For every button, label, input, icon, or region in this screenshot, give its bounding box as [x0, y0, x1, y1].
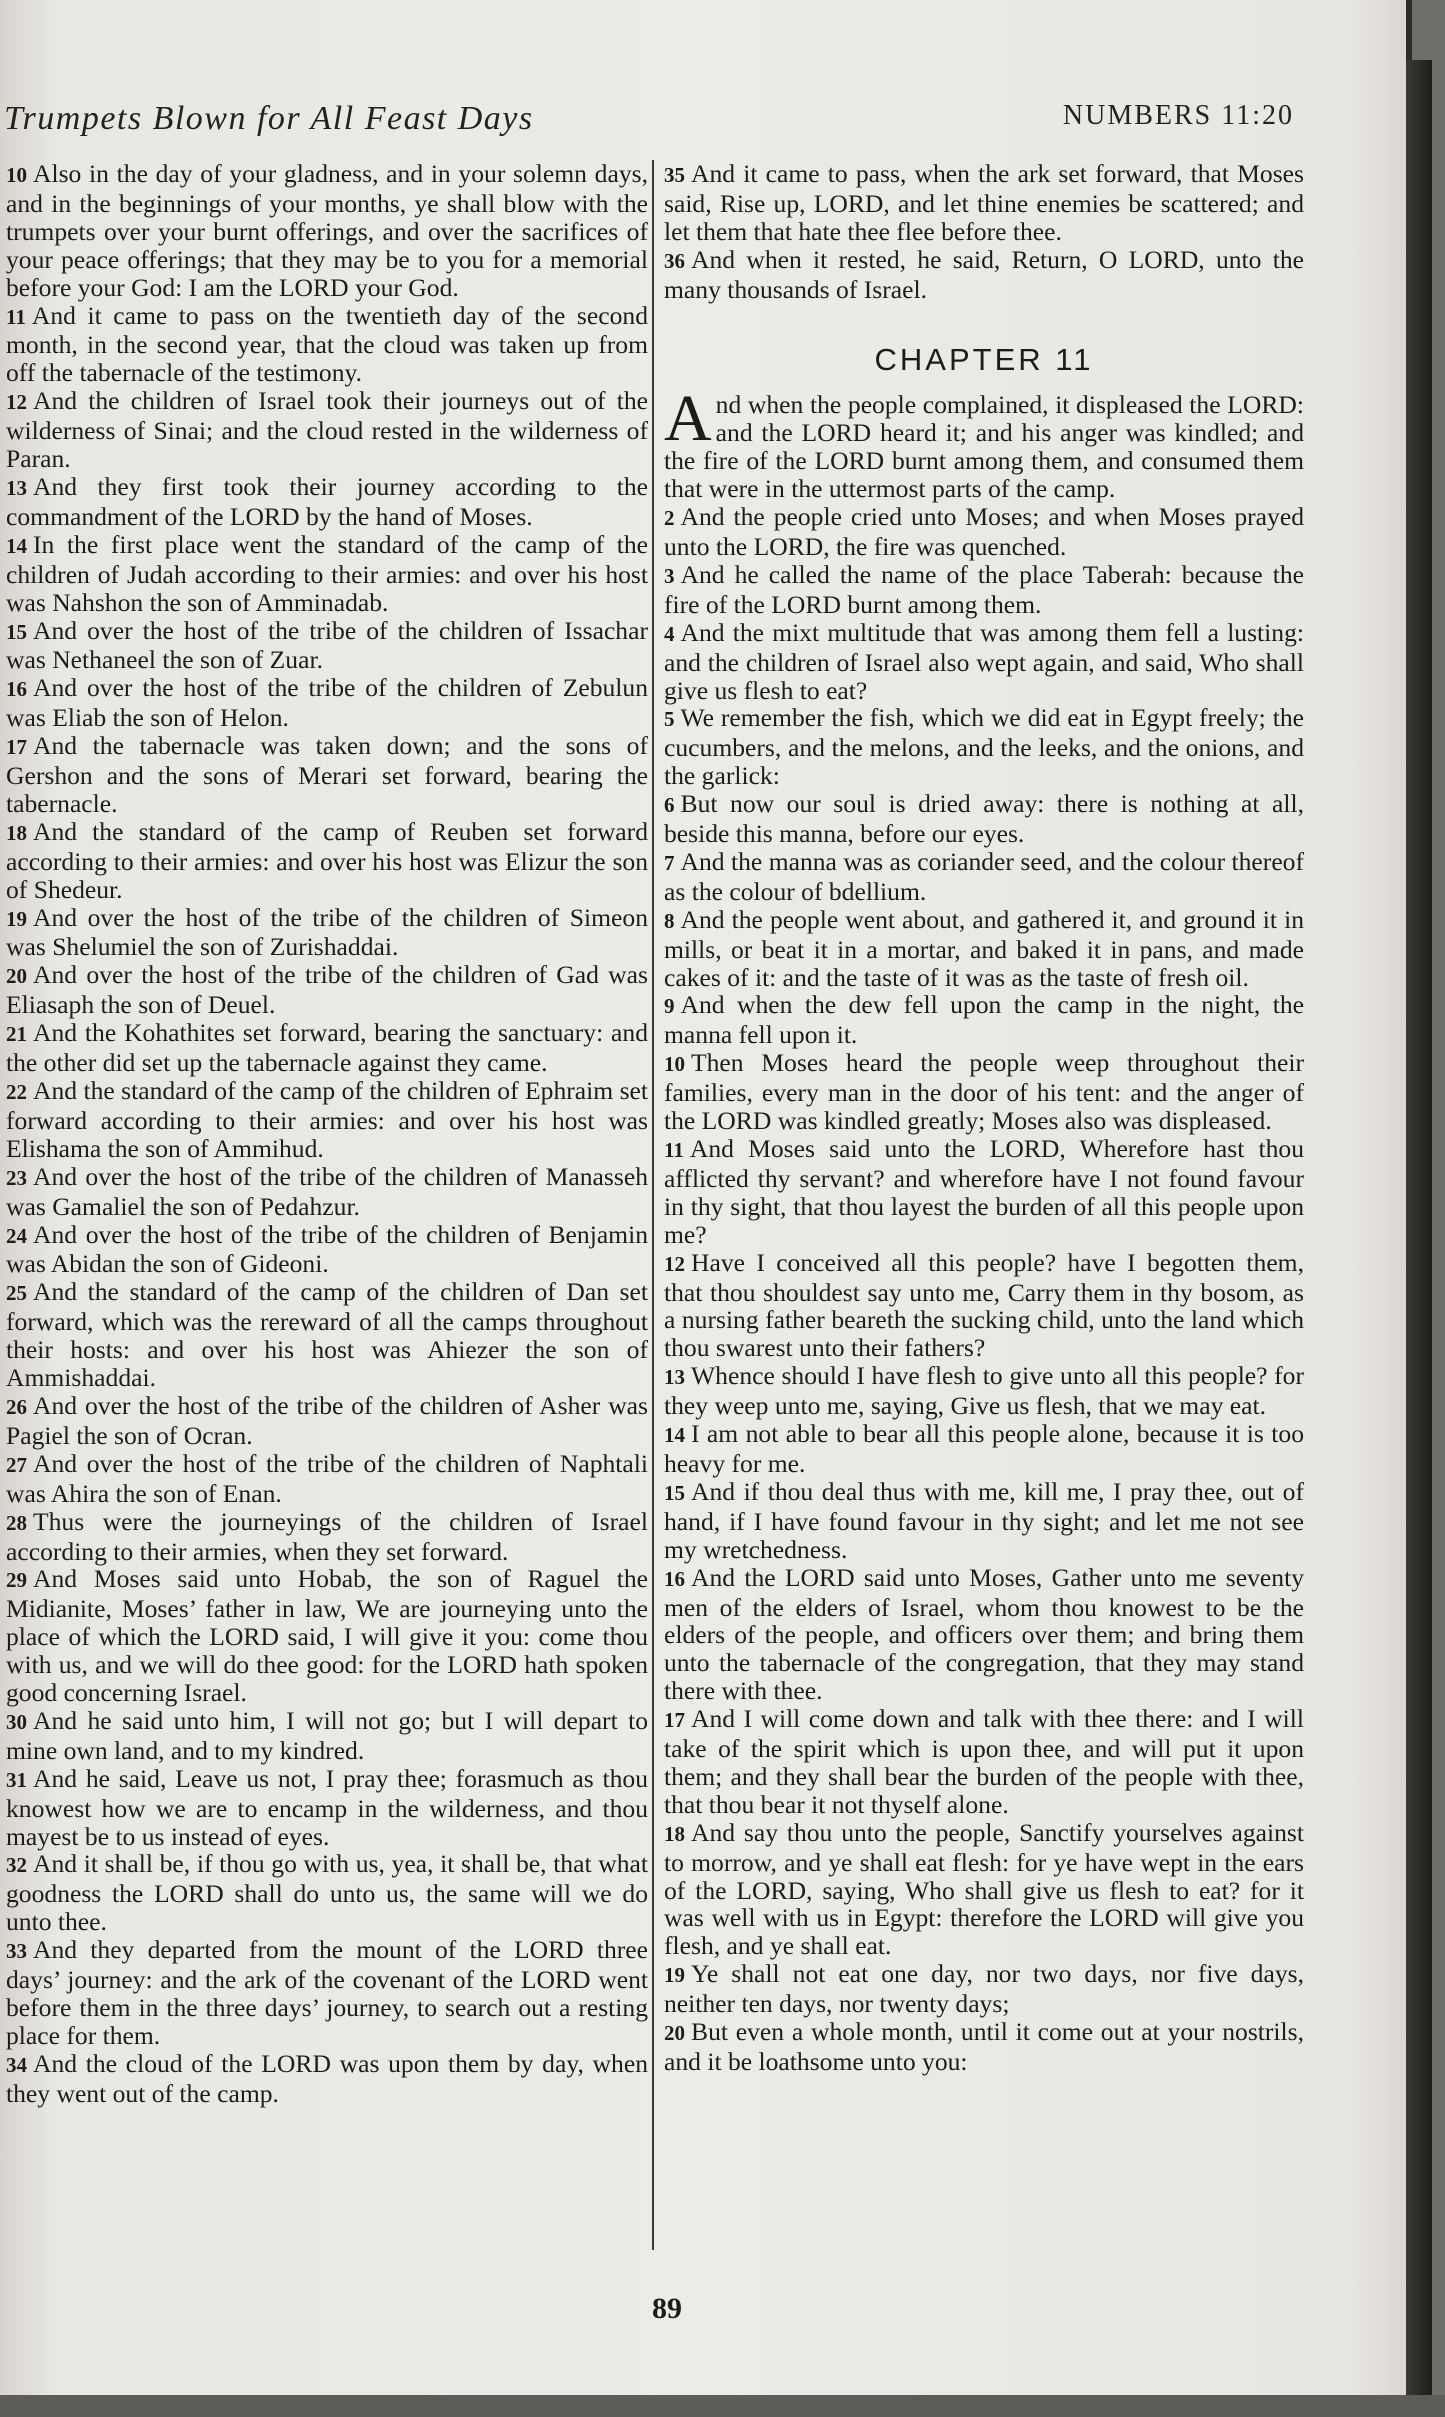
verse-number: 7 — [664, 850, 675, 875]
verse — [664, 561, 1304, 619]
verse-text: And he said unto him, I will not go; but I will depart to mine own land, and to my kindred. — [6, 1705, 648, 1765]
verse — [664, 619, 1304, 705]
verse — [6, 1936, 648, 2050]
verse-text: Thus were the journeyings of the children of Israel according to their armies, when they set forward. — [6, 1506, 648, 1566]
verse-text: And if thou deal thus with me, kill me, I pray thee, out of hand, if I have found favour in thy sight; and let me not see my wretchedness. — [664, 1476, 1304, 1564]
verse-text: And the mixt multitude that was among them fell a lusting: and the children of Israel also wept again, and said, Who shall give us flesh to eat? — [664, 617, 1304, 705]
section-heading: Trumpets Blown for All Feast Days — [4, 100, 534, 137]
verse-text: And they first took their journey according to the commandment of the LORD by the hand of Moses. — [6, 471, 648, 531]
verse-text: And over the host of the tribe of the children of Manasseh was Gamaliel the son of Pedahzur. — [6, 1161, 648, 1221]
verse-number: 18 — [664, 1821, 685, 1846]
verse-number: 11 — [6, 304, 26, 329]
verse-text: And it came to pass on the twentieth day of the second month, in the second year, that the cloud was taken up from off the tabernacle of the testimony. — [6, 300, 648, 388]
verse — [6, 1163, 648, 1221]
verse — [664, 906, 1304, 992]
verse — [6, 1450, 648, 1508]
verse — [6, 961, 648, 1019]
verse-text: And over the host of the tribe of the children of Gad was Eliasaph the son of Deuel. — [6, 960, 648, 1020]
verse-text: And Moses said unto the LORD, Wherefore hast thou afflicted thy servant? and wherefore have I not found favour in thy sight, that thou layest the burden of all this people upon me? — [664, 1134, 1304, 1249]
verse-number: 34 — [6, 2052, 27, 2077]
running-reference: NUMBERS 11:20 — [1062, 100, 1294, 131]
verse — [664, 1420, 1304, 1478]
verse-text: Also in the day of your gladness, and in your solemn days, and in the beginnings of your months, ye shall blow with the trumpets over your burnt offerings, and over the sacrifices of your peace offerings; that they may be to you for a memorial before your God: I am the LORD your God. — [6, 159, 648, 302]
verse-number: 20 — [6, 964, 27, 989]
verse-number: 5 — [664, 707, 675, 732]
verse-text: And over the host of the tribe of the children of Simeon was Shelumiel the son of Zurishaddai. — [6, 902, 648, 962]
verse-number: 13 — [664, 1365, 685, 1390]
verse — [6, 302, 648, 388]
verse-text: And the standard of the camp of Reuben set forward according to their armies: and over his host was Elizur the son of Shedeur. — [6, 816, 648, 904]
page-number: 89 — [652, 2292, 682, 2325]
verse-number: 4 — [664, 621, 675, 646]
verse-text: And the tabernacle was taken down; and the sons of Gershon and the sons of Merari set forward, bearing the tabernacle. — [6, 731, 648, 818]
verse-text: We remember the fish, which we did eat in Egypt freely; the cucumbers, and the melons, and the leeks, and the onions, and the garlick: — [664, 703, 1304, 791]
verse — [664, 1819, 1304, 1961]
verse-number: 14 — [664, 1423, 685, 1448]
verse-text: And he said, Leave us not, I pray thee; forasmuch as thou knowest how we are to encamp in the wilderness, and thou mayest be to us instead of eyes. — [6, 1763, 648, 1851]
chapter-opening-verse — [664, 382, 1304, 504]
verse — [664, 1362, 1304, 1420]
verse — [6, 1765, 648, 1851]
verse — [664, 790, 1304, 848]
verse-number: 11 — [664, 1138, 684, 1162]
verse-number: 16 — [6, 677, 27, 702]
verse — [6, 674, 648, 732]
verse-text: And Moses said unto Hobab, the son of Raguel the Midianite, Moses’ father in law, We are journeying unto the place of which the LORD said, I will give it you: come thou with us, and we will do thee good: for the LORD hath spoken good concerning Israel. — [6, 1564, 648, 1708]
verse-number: 28 — [6, 1510, 27, 1535]
verse-text: And the cloud of the LORD was upon them by day, when they went out of the camp. — [6, 2048, 648, 2108]
verse — [6, 1019, 648, 1077]
left-column — [6, 160, 648, 2108]
verse-number: 12 — [664, 1251, 685, 1276]
verse — [6, 1392, 648, 1450]
verse — [664, 246, 1304, 304]
verse-number: 10 — [664, 1052, 685, 1077]
verse-number: 19 — [664, 1963, 685, 1988]
verse-number: 17 — [664, 1708, 685, 1733]
verse-text: And the LORD said unto Moses, Gather unto me seventy men of the elders of Israel, whom thou knowest to be the elders of the people, and officers over them; and bring them unto the tabernacle of the congregation, that they may stand there with thee. — [664, 1562, 1304, 1706]
verse-number: 21 — [6, 1022, 27, 1047]
verse-number: 6 — [664, 793, 675, 818]
verse-number: 31 — [6, 1767, 27, 1792]
verse-text: In the first place went the standard of the camp of the children of Judah according to their armies: and over his host was Nahshon the son of Amminadab. — [6, 529, 648, 617]
verse — [6, 1850, 648, 1936]
verse-text: But now our soul is dried away: there is nothing at all, beside this manna, before our eyes. — [664, 789, 1304, 849]
verse-text: But even a whole month, until it come out at your nostrils, and it be loathsome unto you: — [664, 2017, 1304, 2076]
verse-text: And over the host of the tribe of the children of Issachar was Nethaneel the son of Zuar. — [6, 615, 648, 675]
verse-text: And over the host of the tribe of the children of Benjamin was Abidan the son of Gideoni. — [6, 1219, 648, 1279]
verse-text: nd when the people complained, it displeased the LORD: and the LORD heard it; and his anger was kindled; and the fire of the LORD burnt among them, and consumed them that were in the uttermost parts of the camp. — [664, 390, 1304, 504]
verse — [6, 2050, 648, 2108]
verse — [664, 1705, 1304, 1819]
verse-number: 22 — [6, 1080, 27, 1104]
verse — [6, 531, 648, 617]
verse-number: 29 — [6, 1568, 27, 1593]
verse-number: 15 — [6, 619, 27, 644]
verse-text: And he called the name of the place Taberah: because the fire of the LORD burnt among them. — [664, 559, 1304, 619]
verse — [6, 617, 648, 675]
verse — [664, 1960, 1304, 2018]
verse-number: 15 — [664, 1480, 685, 1505]
verse-number: 24 — [6, 1223, 27, 1248]
verse-text: And the children of Israel took their journeys out of the wilderness of Sinai; and the cloud rested in the wilderness of Paran. — [6, 386, 648, 474]
verse — [6, 473, 648, 531]
verse-text: And when it rested, he said, Return, O LORD, unto the many thousands of Israel. — [664, 244, 1304, 304]
verse — [6, 904, 648, 962]
verse — [664, 704, 1304, 790]
background-edge — [0, 2395, 1445, 2417]
verse-text: And over the host of the tribe of the children of Zebulun was Eliab the son of Helon. — [6, 673, 648, 733]
verse-number: 23 — [6, 1165, 27, 1190]
verse — [664, 1249, 1304, 1363]
verse-number: 8 — [664, 908, 675, 933]
right-column — [664, 160, 1304, 2076]
verse-text: And it shall be, if thou go with us, yea, it shall be, that what goodness the LORD shall do unto us, the same will we do unto thee. — [6, 1849, 648, 1937]
verse — [6, 1707, 648, 1765]
verse-number: 30 — [6, 1709, 27, 1734]
verse-number: 17 — [6, 735, 27, 760]
verse — [664, 1564, 1304, 1706]
verse-text: And say thou unto the people, Sanctify yourselves against to morrow, and ye shall eat flesh: for ye have wept in the ears of the LORD, saying, Who shall give us flesh to eat? for it was well with us in Egypt: therefore the LORD will give you flesh, and ye shall eat. — [664, 1817, 1304, 1961]
verse — [6, 160, 648, 302]
verse-number: 33 — [6, 1939, 27, 1964]
verse — [664, 1049, 1304, 1135]
verse — [664, 2018, 1304, 2076]
verse-number: 32 — [6, 1853, 27, 1878]
verse-text: Ye shall not eat one day, nor two days, nor five days, neither ten days, nor twenty days; — [664, 1959, 1304, 2019]
verse-number: 36 — [664, 248, 685, 273]
column-divider — [652, 160, 654, 2250]
verse-text: Whence should I have flesh to give unto all this people? for they weep unto me, saying, Give us flesh, that we may eat. — [664, 1361, 1304, 1421]
verse — [6, 818, 648, 904]
verse — [664, 1135, 1304, 1249]
verse-number: 3 — [664, 563, 675, 588]
verse-text: And the standard of the camp of the children of Ephraim set forward according to their armies: and over his host was Elishama the son of Ammihud. — [6, 1076, 648, 1163]
verse — [664, 848, 1304, 906]
verse — [6, 387, 648, 473]
verse-text: And they departed from the mount of the LORD three days’ journey: and the ark of the covenant of the LORD went before them in the three days’ journey, to search out a resting place for them. — [6, 1935, 648, 2050]
verse-number: 2 — [664, 506, 675, 531]
verse — [664, 1478, 1304, 1564]
verse — [664, 503, 1304, 561]
verse-number: 9 — [664, 994, 675, 1019]
verse-number: 35 — [664, 163, 685, 187]
verse — [6, 1508, 648, 1566]
verse — [6, 1221, 648, 1279]
verse-text: Have I conceived all this people? have I begotten them, that thou shouldest say unto me, Carry them in thy bosom, as a nursing father beareth the sucking child, unto the land which thou swarest unto their fathers? — [664, 1247, 1304, 1363]
verse-text: And the manna was as coriander seed, and the colour thereof as the colour of bdellium. — [664, 846, 1304, 906]
verse-number: 18 — [6, 820, 27, 845]
verse — [664, 991, 1304, 1049]
verse-number: 19 — [6, 906, 27, 931]
drop-cap: A — [664, 382, 712, 456]
verse-text: And the people went about, and gathered it, and ground it in mills, or beat it in a mortar, and baked it in pans, and made cakes of it: and the taste of it was as the taste of fresh oil. — [664, 904, 1304, 992]
verse — [6, 732, 648, 818]
verse-text: And it came to pass, when the ark set forward, that Moses said, Rise up, LORD, and let thine enemies be scattered; and let them that hate thee flee before thee. — [664, 159, 1304, 246]
verse-text: And the people cried unto Moses; and when Moses prayed unto the LORD, the fire was quenched. — [664, 502, 1304, 561]
verse-text: I am not able to bear all this people alone, because it is too heavy for me. — [664, 1419, 1304, 1478]
verse-number: 25 — [6, 1281, 27, 1306]
verse-number: 27 — [6, 1452, 27, 1477]
verse-number: 13 — [6, 475, 27, 500]
verse-text: And when the dew fell upon the camp in the night, the manna fell upon it. — [664, 990, 1304, 1050]
verse-text: And over the host of the tribe of the children of Naphtali was Ahira the son of Enan. — [6, 1448, 648, 1508]
chapter-heading: CHAPTER 11 — [874, 341, 1094, 377]
verse-text: And the standard of the camp of the children of Dan set forward, which was the rereward of all the camps throughout their hosts: and over his host was Ahiezer the son of Ammishaddai. — [6, 1277, 648, 1393]
verse-number: 26 — [6, 1394, 27, 1419]
verse-number: 10 — [6, 163, 27, 187]
verse-number: 14 — [6, 533, 27, 558]
verse-text: Then Moses heard the people weep throughout their families, every man in the door of his tent: and the anger of the LORD was kindled greatly; Moses also was displeased. — [664, 1048, 1304, 1136]
verse — [6, 1565, 648, 1707]
verse — [664, 160, 1304, 246]
verse — [6, 1077, 648, 1163]
verse-text: And over the host of the tribe of the children of Asher was Pagiel the son of Ocran. — [6, 1390, 648, 1450]
verse-number: 16 — [664, 1566, 685, 1591]
verse-text: And the Kohathites set forward, bearing the sanctuary: and the other did set up the tabernacle against they came. — [6, 1018, 648, 1078]
verse-number: 12 — [6, 390, 27, 415]
verse-number: 20 — [664, 2021, 685, 2046]
verse — [6, 1278, 648, 1392]
verse-text: And I will come down and talk with thee there: and I will take of the spirit which is upon thee, and will put it upon them; and they shall bear the burden of the people with thee, that thou bear it not thyself alone. — [664, 1704, 1304, 1819]
